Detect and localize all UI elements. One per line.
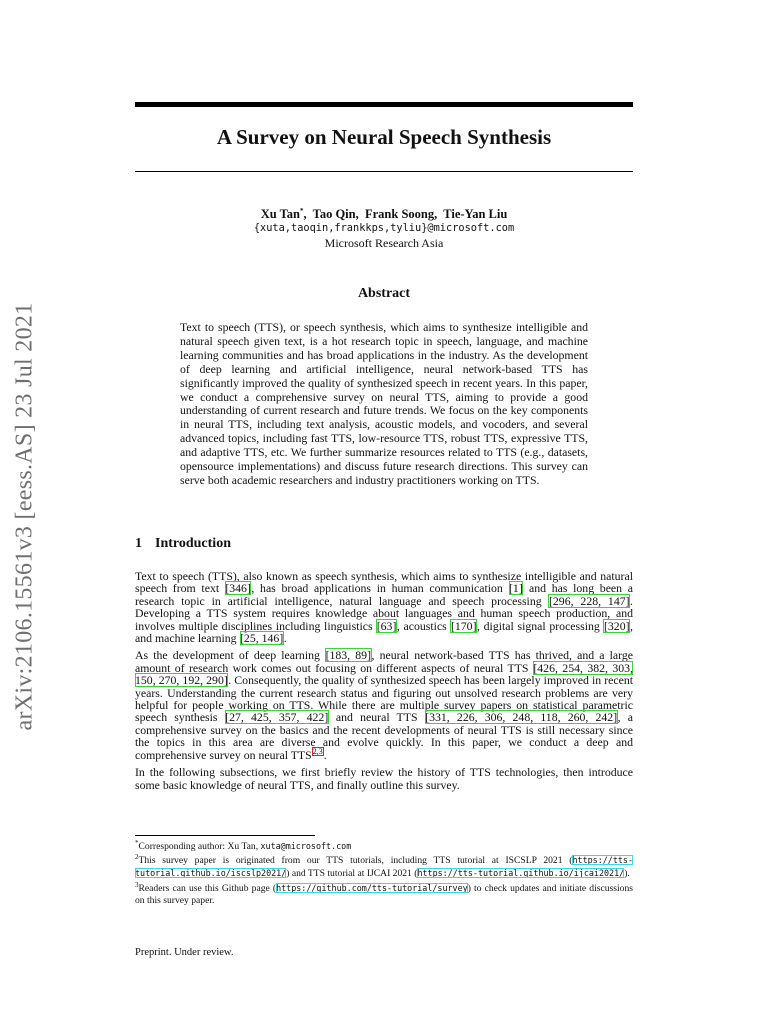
- author-name: Tie-Yan Liu: [443, 207, 508, 221]
- abstract-heading: Abstract: [357, 286, 411, 301]
- footnote-rule: [135, 835, 315, 836]
- citation-link[interactable]: [346]: [225, 581, 251, 596]
- url-link[interactable]: https://tts-tutorial.github.io/iscslp2021/: [135, 855, 633, 879]
- citation-link[interactable]: [27, 425, 357, 422]: [225, 710, 329, 725]
- author-name: Frank Soong: [364, 207, 435, 221]
- citation-link[interactable]: [25, 146]: [240, 631, 284, 646]
- arxiv-identifier-text: arXiv:2106.15561v3 [eess.AS] 23 Jul 2021: [11, 302, 38, 730]
- section-number: 1: [135, 536, 142, 551]
- footnote: *Corresponding author: Xu Tan, xuta@microsoft.com: [135, 838, 352, 852]
- section-body: [135, 570, 633, 796]
- url-link[interactable]: https://github.com/tts-tutorial/survey: [276, 882, 468, 893]
- title-bottom-rule: [135, 171, 633, 172]
- footnote-ref-link[interactable]: 2,3: [312, 746, 323, 756]
- title-top-rule: [135, 102, 633, 107]
- arxiv-identifier: [2, 275, 48, 757]
- author-affiliation: Microsoft Research Asia: [324, 236, 444, 250]
- url-link[interactable]: https://tts-tutorial.github.io/ijcai2021/: [417, 868, 625, 879]
- section-heading: [135, 536, 231, 552]
- author-emails: {xuta,taoqin,frankkps,tyliu}@microsoft.com: [253, 222, 515, 234]
- footnotes: [135, 840, 633, 908]
- author-list: Xu Tan*, Tao Qin, Frank Soong, Tie-Yan Liu: [260, 206, 508, 221]
- citation-link[interactable]: [426, 254, 382, 303, 150, 270, 192, 290]: [135, 660, 634, 688]
- citation-link[interactable]: [63]: [376, 618, 397, 633]
- citation-link[interactable]: [320]: [603, 618, 630, 633]
- section-title: Introduction: [155, 536, 231, 551]
- corresponding-mark: *: [299, 206, 304, 215]
- footnote: $^2$This survey paper is originated from our TTS tutorials, including TTS tutorial at ISCSLP 2021 (https://tts-tutorial.github.io/iscslp2021/) and TTS tutorial at IJCAI 2021 (https://tts-tutorial.github.io/ijcai2021/).: [135, 853, 633, 880]
- footnote: $^3$Readers can use this Github page (https://github.com/tts-tutorial/survey) to check updates and initiate discussions on this survey paper.: [135, 880, 633, 906]
- preprint-note: Preprint. Under review.: [135, 947, 234, 958]
- citation-link[interactable]: [183, 89]: [325, 648, 372, 663]
- abstract-text: Text to speech (TTS), or speech synthesis, which aims to synthesize intelligible and natural speech given text, is a hot research topic in speech, language, and machine learning communities and has broad applications in the industry. As the development of deep learning and artificial intelligence, neural network-based TTS has significantly improved the quality of synthesized speech in recent years. In this paper, we conduct a comprehensive survey on neural TTS, aiming to provide a good understanding of current research and future trends. We focus on the key components in neural TTS, including text analysis, acoustic models, and vocoders, and several advanced topics, including fast TTS, low-resource TTS, robust TTS, expressive TTS, and adaptive TTS, etc. We further summarize resources related to TTS (e.g., datasets, opensource implementations) and discuss future research directions. This survey can serve both academic researchers and industry practitioners working on TTS.: [180, 320, 588, 487]
- author-name: Xu Tan: [260, 207, 300, 221]
- citation-link[interactable]: [170]: [450, 618, 477, 633]
- paragraph: In the following subsections, we first briefly review the history of TTS technologies, then introduce some basic knowledge of neural TTS, and finally outline this survey.: [135, 765, 633, 792]
- citation-link[interactable]: [1]: [509, 581, 523, 596]
- citation-link[interactable]: [331, 226, 306, 248, 118, 260, 242]: [425, 710, 618, 725]
- citation-link[interactable]: [296, 228, 147]: [548, 593, 630, 608]
- paragraph: As the development of deep learning [183, 89], neural network-based TTS has thrived, and a large amount of research work comes out focusing on different aspects of neural TTS [426, 254, 382, 303, 150, 270, 192, 290]. Consequently, the quality of synthesized speech has been largely improved in recent years. Understanding the current research status and figuring out unsolved research problems are very helpful for people working on TTS. While there are multiple survey papers on statistical parametric speech synthesis [27, 425, 357, 422] and neural TTS [331, 226, 306, 248, 118, 260, 242], a comprehensive survey on the basics and the recent developments of neural TTS is still necessary since the topics in this area are diverse and evolve quickly. In this paper, we conduct a deep and comprehensive survey on neural TTS$^{2,3}$.: [135, 648, 634, 762]
- footnote-email: xuta@microsoft.com: [260, 841, 352, 851]
- author-name: Tao Qin: [312, 207, 356, 221]
- paper-title: A Survey on Neural Speech Synthesis: [216, 125, 552, 149]
- paragraph: Text to speech (TTS), also known as speech synthesis, which aims to synthesize intelligible and natural speech from text [346], has broad applications in human communication [1] and has long been a research topic in artificial intelligence, natural language and speech processing [296, 228, 147]. Developing a TTS system requires knowledge about languages and human speech production, and involves multiple disciplines including linguistics [63], acoustics [170], digital signal processing [320], and machine learning [25, 146].: [135, 569, 633, 646]
